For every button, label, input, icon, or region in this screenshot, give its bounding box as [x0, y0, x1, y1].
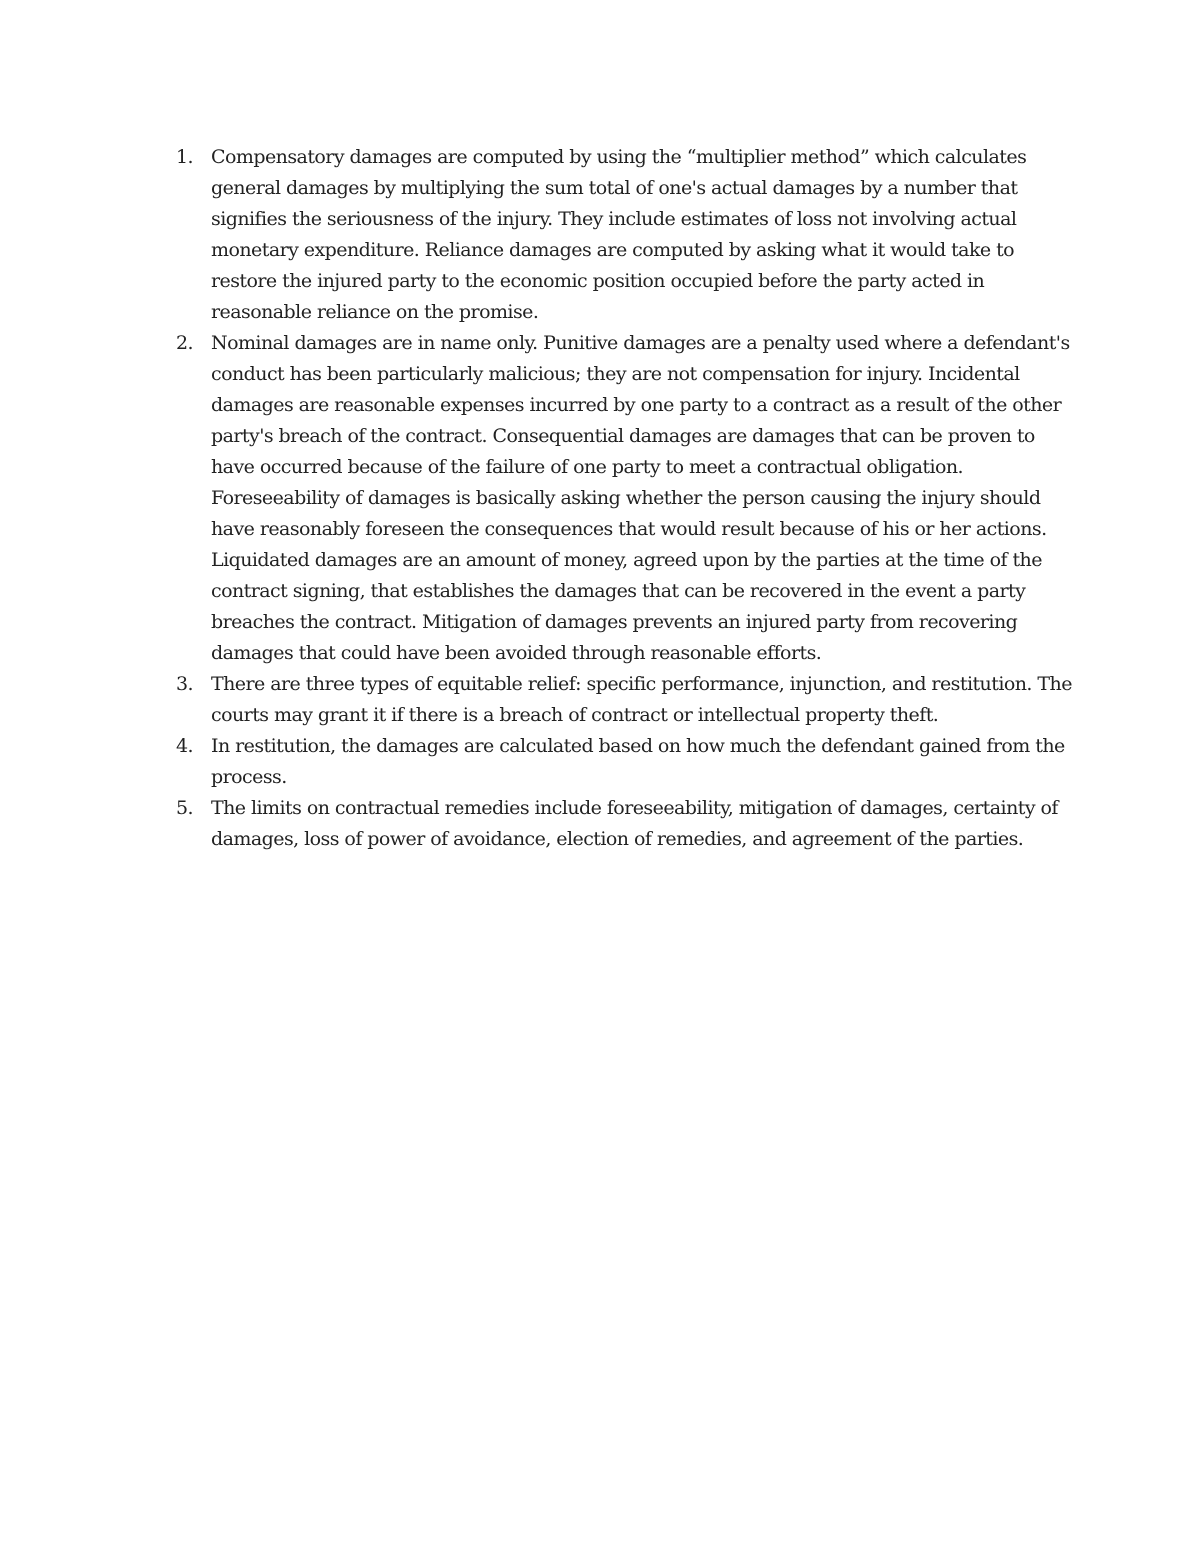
list-item-text: Nominal damages are in name only. Punitive damages are a penalty used where a defendant's conduct has been particularly malicious; they are not compensation for injury. Incidental damages are reasonable expenses incurred by one party to a contract as a result of the other party's breach of the contract. Consequential damages are damages that can be proven to have occurred because of the failure of one party to meet a contractual obligation. Foreseeability of damages is basically asking whether the person causing the injury should have reasonably foreseen the consequences that would result because of his or her actions. Liquidated damages are an amount of money, agreed upon by the parties at the time of the contract signing, that establishes the damages that can be recovered in the event a party breaches the contract. Mitigation of damages prevents an injured party from recovering damages that could have been avoided through reasonable efforts.	[211, 332, 1070, 664]
list-item-number: 3.	[176, 673, 194, 695]
list-item-number: 1.	[176, 146, 194, 168]
list-item-number: 2.	[176, 332, 194, 354]
list-item	[172, 669, 1072, 731]
list-item-text: There are three types of equitable relief: specific performance, injunction, and restitution. The courts may grant it if there is a breach of contract or intellectual property theft.	[211, 673, 1072, 726]
list-item-number: 5.	[176, 797, 194, 819]
list-item-text: Compensatory damages are computed by using the “multiplier method” which calculates general damages by multiplying the sum total of one's actual damages by a number that signifies the seriousness of the injury. They include estimates of loss not involving actual monetary expenditure. Reliance damages are computed by asking what it would take to restore the injured party to the economic position occupied before the party acted in reasonable reliance on the promise.	[211, 146, 1027, 323]
numbered-list	[172, 142, 1072, 855]
list-item	[172, 793, 1072, 855]
list-item-text: The limits on contractual remedies include foreseeability, mitigation of damages, certainty of damages, loss of power of avoidance, election of remedies, and agreement of the parties.	[211, 797, 1058, 850]
list-item-text: In restitution, the damages are calculated based on how much the defendant gained from the process.	[211, 735, 1065, 788]
list-item	[172, 328, 1072, 669]
list-item-number: 4.	[176, 735, 194, 757]
list-item	[172, 142, 1072, 328]
list-item	[172, 731, 1072, 793]
